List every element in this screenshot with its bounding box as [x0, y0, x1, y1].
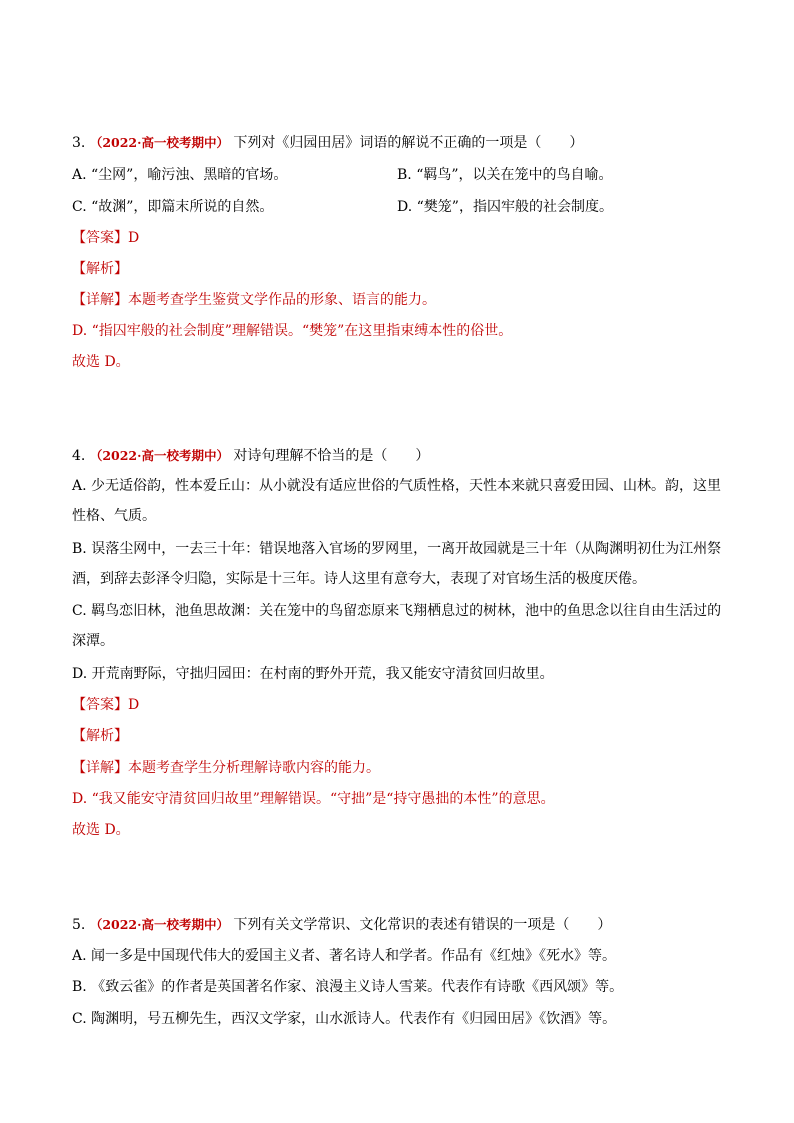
- q3-source-tag: （2022·高一校考期中）: [89, 135, 229, 150]
- q4-answer: [72, 696, 139, 714]
- q4-analysis-label: 【解析】: [72, 728, 128, 744]
- q3-detail-d: D. “指囚牢般的社会制度”理解错误。“樊笼”在这里指束缚本性的俗世。: [72, 323, 513, 339]
- q4-detail-label: 【详解】: [72, 760, 128, 776]
- q4-number: 4.: [72, 448, 86, 464]
- q3-option-a: A. “尘网”，喻污浊、黑暗的官场。: [72, 167, 288, 183]
- q3-option-b: B. “羁鸟”，以关在笼中的鸟自喻。: [397, 167, 613, 183]
- q4-choose: 故选 D。: [72, 822, 130, 838]
- q3-choose: 故选 D。: [72, 354, 130, 370]
- q5-option-b: B. 《致云雀》的作者是英国著名作家、浪漫主义诗人雪莱。代表作有诗歌《西风颂》等。: [72, 979, 624, 995]
- q5-stem-line: [72, 916, 611, 934]
- q4-answer-value: D: [128, 697, 140, 713]
- q5-option-c: C. 陶渊明，号五柳先生，西汉文学家，山水派诗人。代表作有《归园田居》《饮酒》等。: [72, 1011, 617, 1027]
- q5-source-tag: （2022·高一校考期中）: [89, 917, 229, 932]
- q3-detail: [72, 291, 436, 309]
- q4-answer-label: 【答案】: [72, 697, 128, 713]
- q3-option-d: D. “樊笼”，指囚牢般的社会制度。: [397, 199, 613, 215]
- q4-detail-d: D. “我又能安守清贫回归故里”理解错误。“守拙”是“持守愚拙的本性”的意思。: [72, 791, 555, 807]
- q4-stem-line: [72, 447, 429, 465]
- q5-option-a: A. 闻一多是中国现代伟大的爱国主义者、著名诗人和学者。作品有《红烛》《死水》等。: [72, 948, 617, 964]
- q3-analysis-label: 【解析】: [72, 261, 128, 277]
- q4-option-b: B. 误落尘网中，一去三十年：错误地落入官场的罗网里，一离开故园就是三十年（从陶渊明初仕为江州祭酒，到辞去彭泽令归隐，实际是十三年。诗人这里有意夸大，表现了对官场生活的极度厌倦。: [72, 541, 722, 587]
- q3-number: 3.: [72, 135, 86, 151]
- q4-option-a: A. 少无适俗韵，性本爱丘山：从小就没有适应世俗的气质性格，天性本来就只喜爱田园、山林。韵，这里性格、气质。: [72, 478, 722, 524]
- q4-option-c: C. 羁鸟恋旧林，池鱼思故渊：关在笼中的鸟留恋原来飞翔栖息过的树林，池中的鱼思念以往自由生活过的深潭。: [72, 603, 722, 649]
- q4-detail-text: 本题考查学生分析理解诗歌内容的能力。: [128, 760, 380, 776]
- q3-option-c: C. “故渊”，即篇末所说的自然。: [72, 199, 274, 215]
- q3-answer: [72, 229, 139, 247]
- q4-stem: 对诗句理解不恰当的是（ ）: [233, 448, 430, 464]
- q3-answer-value: D: [128, 230, 140, 246]
- q4-option-d: D. 开荒南野际，守拙归园田：在村南的野外开荒，我又能安守清贫回归故里。: [72, 666, 554, 682]
- q3-answer-label: 【答案】: [72, 230, 128, 246]
- q5-stem: 下列有关文学常识、文化常识的表述有错误的一项是（ ）: [233, 917, 612, 933]
- q3-stem-line: [72, 134, 583, 152]
- q4-source-tag: （2022·高一校考期中）: [89, 448, 229, 463]
- q4-detail: [72, 759, 380, 777]
- q3-detail-label: 【详解】: [72, 292, 128, 308]
- q5-number: 5.: [72, 917, 86, 933]
- q3-stem: 下列对《归园田居》词语的解说不正确的一项是（ ）: [233, 135, 584, 151]
- q3-detail-text: 本题考查学生鉴赏文学作品的形象、语言的能力。: [128, 292, 436, 308]
